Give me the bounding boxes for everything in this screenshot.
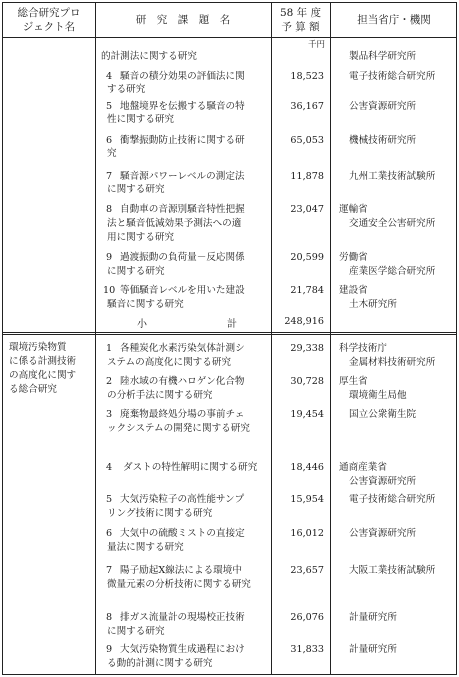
- topic-line: 微量元素の分析技術に関する研究: [107, 579, 251, 590]
- topic-line: 騒音源パワーレベルの測定法: [120, 171, 245, 182]
- agency-line: 土木研究所: [349, 299, 397, 310]
- agency-line: 計量研究所: [349, 612, 397, 623]
- header-divider: [3, 37, 456, 38]
- row-number: 7: [106, 565, 113, 576]
- topic-line: に関する研究: [107, 184, 165, 195]
- budget-value: 26,076: [290, 612, 324, 623]
- topic-line: 廃棄物最終処分場の事前チェ: [120, 409, 245, 420]
- agency-line: 電子技術総合研究所: [349, 71, 436, 82]
- row-number: 7: [106, 171, 113, 182]
- row-number: 10: [103, 285, 116, 296]
- agency-line: 公害資源研究所: [349, 101, 417, 112]
- topic-line: 衝撃振動防止技術に関する研: [120, 135, 245, 146]
- header-research-topic: 研 究 課 題 名: [135, 14, 231, 26]
- project-name-line: る総合研究: [9, 384, 57, 395]
- topic-line: 的計測法に関する研究: [101, 51, 197, 62]
- budget-value: 15,954: [290, 494, 324, 505]
- topic-line: 陽子励起X線法による環境中: [120, 565, 242, 576]
- project-name-line: に係る計測技術: [9, 356, 77, 367]
- column-divider: [95, 3, 96, 674]
- topic-line: 性に関する研究: [107, 114, 175, 125]
- agency-line: 労働省: [339, 252, 368, 263]
- topic-line: 排ガス流量計の現場校正技術: [120, 612, 245, 623]
- row-number: 4: [106, 71, 113, 82]
- agency-line: 厚生省: [339, 376, 368, 387]
- subtotal-value: 248,916: [284, 316, 324, 327]
- row-number: 1: [106, 343, 113, 354]
- topic-line: に関する研究: [107, 626, 165, 637]
- group-divider: [3, 332, 456, 335]
- row-number: 2: [106, 376, 113, 387]
- topic-line: ックシステムの開発に関する研究: [107, 423, 250, 434]
- agency-line: 大阪工業技術試験所: [349, 565, 436, 576]
- agency-line: 公害資源研究所: [349, 476, 417, 487]
- agency-line: 国立公衆衛生院: [349, 409, 417, 420]
- project-name-line: 環境汚染物質: [9, 342, 67, 353]
- topic-line: 量法に関する研究: [107, 542, 184, 553]
- topic-line: 騒音の積分効果の評価法に関: [120, 71, 245, 82]
- topic-line: ダストの特性解明に関する研究: [123, 462, 258, 473]
- subtotal-label: 小: [137, 319, 147, 330]
- topic-line: 等価騒音レベルを用いた建設: [120, 285, 245, 296]
- topic-line: 騒音に関する研究: [107, 299, 184, 310]
- agency-line: 建設省: [339, 285, 368, 296]
- row-number: 4: [106, 462, 113, 473]
- row-number: 8: [106, 204, 113, 215]
- agency-line: 運輸省: [339, 204, 368, 215]
- topic-line: 究: [107, 148, 117, 159]
- budget-value: 20,599: [290, 252, 324, 263]
- agency-line: 製品科学研究所: [349, 51, 417, 62]
- budget-value: 23,047: [290, 204, 324, 215]
- topic-line: 用に関する研究: [107, 232, 175, 243]
- row-number: 3: [106, 409, 113, 420]
- topic-line: する研究: [107, 84, 146, 95]
- column-divider: [330, 3, 331, 674]
- header-budget: 58 年 度 予 算 額: [279, 7, 322, 33]
- unit-label: 千円: [307, 40, 325, 50]
- topic-line: 自動車の音源別騒音特性把握: [120, 204, 245, 215]
- topic-line: 大気汚染粒子の高性能サンプ: [120, 494, 245, 505]
- agency-line: 科学技術庁: [339, 343, 387, 354]
- topic-line: 大気汚染物質生成過程におけ: [120, 644, 245, 655]
- agency-line: 計量研究所: [349, 644, 397, 655]
- agency-line: 電子技術総合研究所: [349, 494, 436, 505]
- topic-line: 各種炭化水素汚染気体計測シ: [120, 343, 245, 354]
- agency-line: 産業医学総合研究所: [349, 266, 436, 277]
- header-project-name: 総合研究プロ ジェクト名: [17, 7, 81, 33]
- row-number: 6: [106, 528, 113, 539]
- budget-value: 16,012: [290, 528, 324, 539]
- topic-line: 法と騒音低減効果予測法への適: [107, 218, 242, 229]
- budget-value: 19,454: [290, 409, 324, 420]
- row-number: 5: [106, 101, 113, 112]
- row-number: 9: [106, 644, 113, 655]
- topic-line: リング技術に関する研究: [107, 508, 213, 519]
- budget-value: 29,338: [290, 343, 324, 354]
- header-agency: 担当省庁・機関: [357, 14, 431, 26]
- budget-table: [2, 2, 457, 675]
- topic-line: る動的計測に関する研究: [107, 658, 213, 669]
- agency-line: 交通安全公害研究所: [349, 218, 436, 229]
- budget-value: 18,446: [290, 462, 324, 473]
- agency-line: 金属材料技術研究所: [349, 357, 436, 368]
- agency-line: 機械技術研究所: [349, 135, 417, 146]
- agency-line: 公害資源研究所: [349, 528, 417, 539]
- budget-value: 65,053: [290, 135, 324, 146]
- topic-line: 大気中の硫酸ミストの直接定: [120, 528, 245, 539]
- budget-value: 36,167: [290, 101, 324, 112]
- topic-line: の分析手法に関する研究: [107, 390, 213, 401]
- budget-value: 31,833: [290, 644, 324, 655]
- agency-line: 九州工業技術試験所: [349, 171, 436, 182]
- budget-value: 11,878: [290, 171, 324, 182]
- topic-line: 地盤境界を伝搬する騒音の特: [120, 101, 245, 112]
- row-number: 5: [106, 494, 113, 505]
- budget-value: 30,728: [290, 376, 324, 387]
- project-name-line: の高度化に関す: [9, 370, 77, 381]
- row-number: 6: [106, 135, 113, 146]
- row-number: 8: [106, 612, 113, 623]
- topic-line: 陸水域の有機ハロゲン化合物: [120, 376, 245, 387]
- budget-value: 23,657: [290, 565, 324, 576]
- row-number: 9: [106, 252, 113, 263]
- budget-value: 18,523: [290, 71, 324, 82]
- budget-value: 21,784: [290, 285, 324, 296]
- agency-line: 通商産業省: [339, 462, 387, 473]
- agency-line: 環境衛生局他: [349, 390, 407, 401]
- topic-line: に関する研究: [107, 266, 165, 277]
- topic-line: ステムの高度化に関する研究: [107, 357, 232, 368]
- topic-line: 過渡振動の負荷量－反応関係: [120, 252, 245, 263]
- subtotal-label: 計: [227, 319, 237, 330]
